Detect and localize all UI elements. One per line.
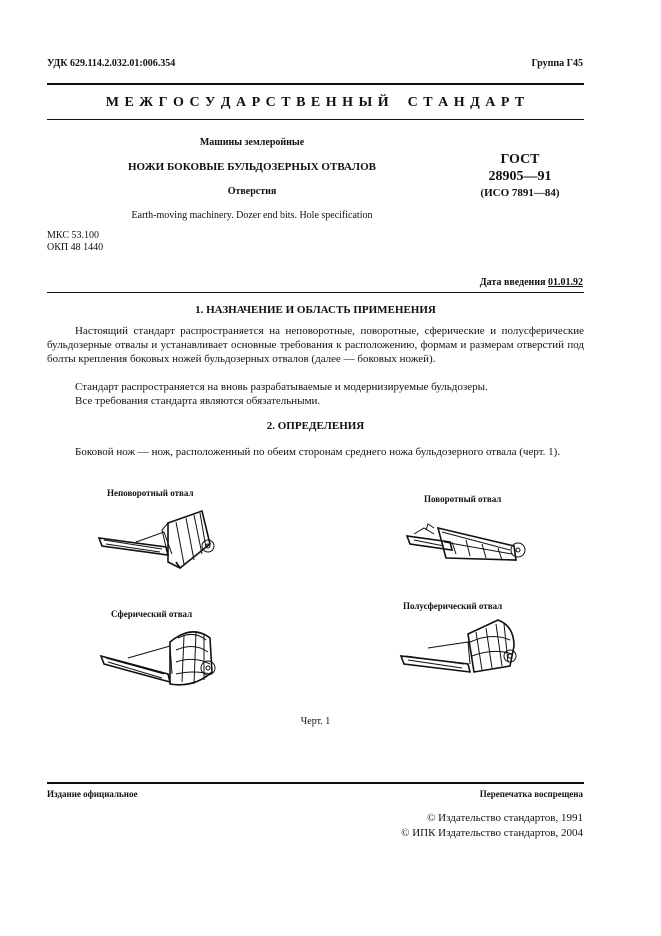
- introduction-date-label: Дата введения: [479, 277, 546, 288]
- group-code: Группа Г45: [531, 58, 583, 69]
- section-1-paragraph-1: Настоящий стандарт распространяется на неповоротные, поворотные, сферические и полусферические бульдозерные отвалы и устанавливает основные требования к расположению, формам и размерам отверстий под болты крепления боковых ножей бульдозерных отвалов (далее — боковых ножей).: [47, 325, 584, 365]
- spherical-blade-label: Сферический отвал: [111, 609, 193, 619]
- header-rule-top: [47, 83, 584, 85]
- section-1-paragraph-3: Все требования стандарта являются обязательными.: [75, 395, 321, 407]
- semi-spherical-blade-label: Полусферический отвал: [403, 601, 503, 611]
- copyright-1991: © Издательство стандартов, 1991: [427, 812, 583, 824]
- section-1-heading: 1. НАЗНАЧЕНИЕ И ОБЛАСТЬ ПРИМЕНЕНИЯ: [195, 304, 436, 316]
- mks-code: МКС 53.100: [47, 230, 99, 241]
- angle-blade-label: Поворотный отвал: [424, 494, 502, 504]
- section-1-paragraph-2: Стандарт распространяется на вновь разрабатываемые и модернизируемые бульдозеры.: [75, 381, 488, 393]
- figure-caption: Черт. 1: [300, 716, 331, 727]
- introduction-date-value: 01.01.92: [548, 277, 583, 288]
- section-2-paragraph-1: Боковой нож — нож, расположенный по обеим сторонам среднего ножа бульдозерного отвала (черт. 1).: [75, 446, 561, 458]
- reprint-prohibited-label: Перепечатка воспрещена: [479, 789, 583, 799]
- official-edition-label: Издание официальное: [47, 789, 138, 799]
- spherical-blade-drawing: [98, 620, 220, 692]
- footer-rule: [47, 782, 584, 784]
- category-label: Машины землеройные: [199, 137, 305, 148]
- semi-spherical-blade-drawing: [398, 612, 523, 682]
- document-title: НОЖИ БОКОВЫЕ БУЛЬДОЗЕРНЫХ ОТВАЛОВ: [127, 161, 377, 173]
- standard-banner: М Е Ж Г О С У Д А Р С Т В Е Н Н Ы Й С Т А Н Д А Р Т: [105, 95, 526, 110]
- gost-number: 28905—91: [488, 169, 552, 184]
- header-rule-bottom: [47, 119, 584, 120]
- introduction-date: [480, 277, 583, 288]
- gost-label: ГОСТ: [500, 152, 540, 167]
- document-subtitle: Отверстия: [227, 186, 277, 197]
- fixed-blade-drawing: [96, 502, 221, 574]
- iso-reference: (ИСО 7891—84): [480, 187, 560, 199]
- okp-code: ОКП 48 1440: [47, 242, 104, 253]
- copyright-2004: © ИПК Издательство стандартов, 2004: [401, 827, 583, 839]
- fixed-blade-label: Неповоротный отвал: [107, 488, 194, 498]
- intro-rule: [47, 292, 584, 293]
- udk-code: УДК 629.114.2.032.01:006.354: [47, 58, 176, 69]
- section-2-heading: 2. ОПРЕДЕЛЕНИЯ: [266, 420, 365, 432]
- english-title: Earth-moving machinery. Dozer end bits. Hole specification: [131, 210, 373, 221]
- angle-blade-drawing: [404, 510, 532, 572]
